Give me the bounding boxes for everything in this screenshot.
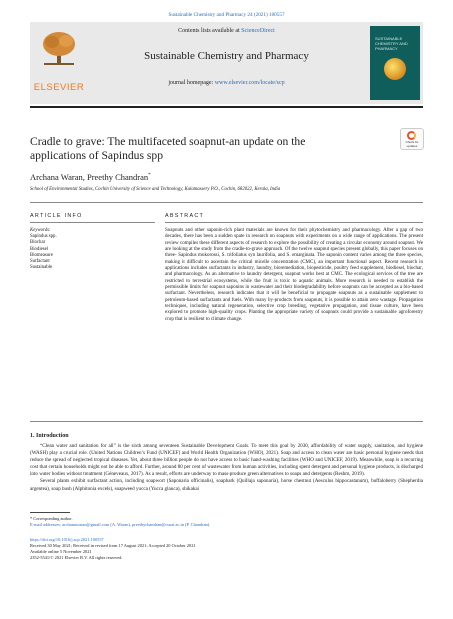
cover-title: SUSTAINABLE CHEMISTRY AND PHARMACY <box>375 36 408 51</box>
abstract-divider <box>165 222 423 223</box>
keyword-item: Biomeasure <box>30 252 53 258</box>
intro-paragraph: “Clean water and sanitation for all” is the sixth among seventeen Sustainable Development Goals. To meet this goal by 2030, affordability of water supply, sanitation, and hygiene (WASH) play a crucial role. (United Nations Children’s Fund (UNICEF) and World Health Organization (WHO), 2021). Soap and access to clean water are basic personal hygiene needs that reduce the spread of neglected tropical diseases. Yet, about three billion people do not have access to basic hand-washing facilities (WHO and UNICEF, 2019). Meanwhile, soap is a recurring cost that certain households might not be able to afford. Further, around 80 per cent of wastewater from human activities, including spent detergent and personal hygiene products, is discharged into water bodies without treatment (Géneveaux, 2017). As a result, efforts are underway to mass-produce green alternatives to soaps and detergents (Reshm, 2019). <box>30 443 423 478</box>
author-affiliation: School of Environmental Studies, Cochin University of Science and Technology, Kalamassery P.O., Cochin, 682022, Kerala, India <box>30 187 281 192</box>
homepage-link[interactable]: www.elsevier.com/locate/scp <box>214 80 285 86</box>
corresponding-author-note: * Corresponding author. <box>30 516 73 521</box>
authors-text[interactable]: Archana Waran, Preethy Chandran <box>30 172 149 182</box>
keyword-item: Surfactant <box>30 259 50 265</box>
copyright-line: 2352-5541/© 2021 Elsevier B.V. All rights reserved. <box>30 555 123 560</box>
elsevier-tree-icon <box>40 30 78 66</box>
journal-reference[interactable]: Sustainable Chemistry and Pharmacy 24 (2021) 100557 <box>168 12 285 18</box>
keyword-item: Sustainable <box>30 265 53 271</box>
email-addresses[interactable]: E-mail addresses: archanawaran@gmail.com (A. Waran), preethychandran@cusat.ac.in (P. Chandran). <box>30 522 211 527</box>
keywords-panel <box>30 228 57 271</box>
intro-paragraph: Several plants exhibit surfactant action, including soapwort (Saponaria officinalis), soapbark (Quillaja saponaria), horse chestnut (Aesculus hippocastanum), buffaloberry (Shepherdia argentea), soap bush (Alphitonia excels), soapweed yucca (Yucca glauca), shikakai <box>30 478 423 492</box>
publication-info <box>30 537 423 561</box>
keyword-item: Biodiesel <box>30 246 49 252</box>
introduction-body <box>30 443 423 493</box>
abstract-heading: ABSTRACT <box>165 213 205 219</box>
homepage-prefix: journal homepage: <box>168 80 215 86</box>
keyword-item: Biochar <box>30 240 46 246</box>
journal-homepage-line <box>100 80 353 86</box>
updates-label: Check for updates <box>405 140 419 148</box>
article-title: Cradle to grave: The multifaceted soapnut-an update on the applications of Sapindus spp <box>30 135 306 162</box>
footnote-divider <box>30 512 70 513</box>
cover-artwork <box>384 58 406 80</box>
publisher-wordmark: ELSEVIER <box>33 82 85 93</box>
abstract-end-divider <box>30 421 423 422</box>
contents-prefix: Contents lists available at <box>178 28 242 34</box>
publisher-logo[interactable] <box>30 26 88 100</box>
introduction-heading: 1. Introduction <box>30 433 69 439</box>
journal-cover-image[interactable] <box>370 26 420 100</box>
corresponding-author-mark[interactable]: * <box>148 173 151 179</box>
contents-line <box>100 28 353 34</box>
keywords-heading: Keywords: <box>30 228 51 233</box>
sciencedirect-link[interactable]: ScienceDirect <box>241 28 275 34</box>
keyword-item: Sapindus spp. <box>30 234 57 240</box>
updates-icon <box>407 131 416 140</box>
journal-banner <box>30 22 423 104</box>
history-dates: Received 30 May 2021; Received in revised form 17 August 2021; Accepted 20 October 2021 <box>30 543 196 548</box>
header-divider <box>30 106 423 108</box>
author-list <box>30 172 151 182</box>
article-info-divider <box>30 222 155 223</box>
footnotes <box>30 516 423 528</box>
doi-link[interactable]: https://doi.org/10.1016/j.scp.2021.100557 <box>30 537 104 542</box>
title-divider <box>30 202 423 203</box>
check-for-updates-button[interactable] <box>400 128 424 150</box>
journal-title[interactable]: Sustainable Chemistry and Pharmacy <box>144 50 309 62</box>
online-date: Available online 5 November 2021 <box>30 549 92 554</box>
article-info-heading: ARTICLE INFO <box>30 213 83 219</box>
abstract-text: Soapnuts and other saponin-rich plant materials are known for their phytochemistry and pharmacology. After a gap of two decades, there has been a sudden spate in research on soapnuts with experiments on a wide range of applications. The present review compiles these different aspects of research to explore the possibility of creating a circular economy around soapnut. We are looking at the study from the cradle-to-grave approach. Of the twelve soapnut species present globally, this paper focuses on three- Sapindus mukorossi, S. trifoliatus syn laurifolia, and S. emarginata. The saponin content varies among the three species, making it difficult to ascertain the critical micelle concentration (CMC), an important functional aspect. Recent research in applications includes surfactants in industry, laundry, bioremediation, biopesticide, poultry feed supplement, biodiesel, biochar, and pharmacology. As an alternative to laundry detergent, soapnut works best at CMC. The ecological services of the tree are restricted to terrestrial ecosystems, while the fruit is toxic to aquatic animals. More research is needed to establish the permissible limits for soapnut saponins in wastewater and their biodegradability before soapnuts can be accepted as a bio-based surfactant. Nevertheless, research indicates that it will be beneficial to propagate soapnuts as a sustainable supplement to petroleum-based surfactants and fuels. With many by-products from soapnuts, it is possible to attain zero wastage. Propagation techniques, including natural regeneration, selective crop breeding, vegetative propagation, and tissue culture, have been explored to promote high-quality crops. Planting the appropriate variety of soapnuts could provide a sustainable agroforestry crop that is resilient to climate change. <box>165 228 423 322</box>
